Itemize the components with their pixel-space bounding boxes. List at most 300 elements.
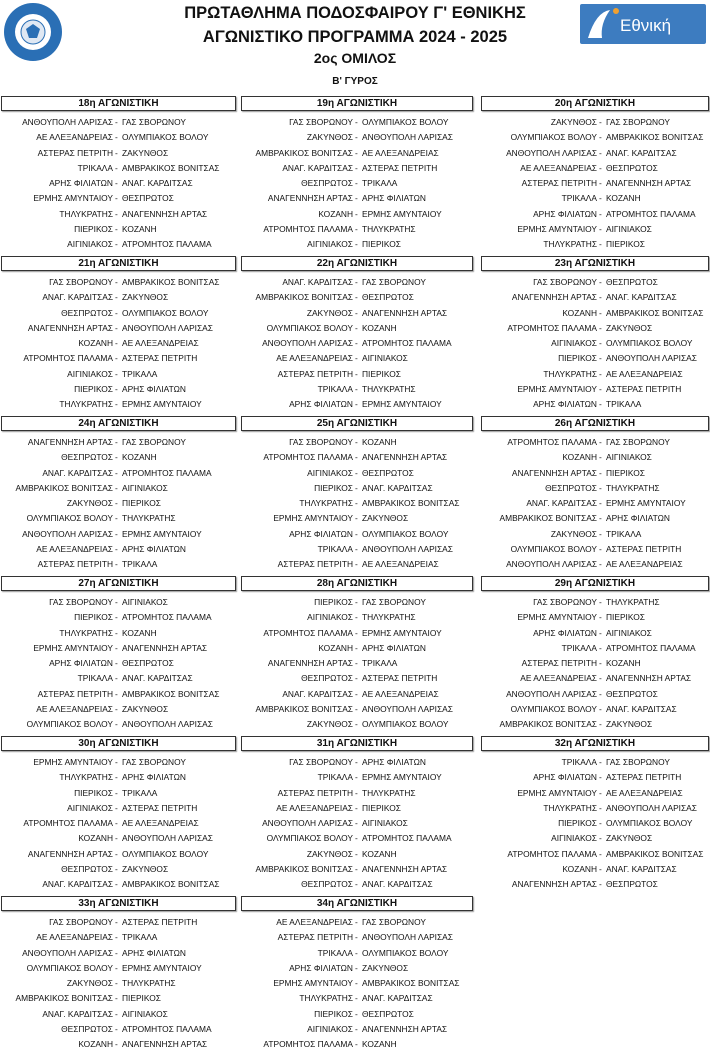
home-team: ΑΝΘΟΥΠΟΛΗ ΛΑΡΙΣΑΣ [22,117,113,127]
separator: - [115,597,118,607]
separator: - [599,864,602,875]
home-team: ΓΑΣ ΣΒΟΡΩΝΟΥ [49,917,113,927]
away-team: ΤΗΛΥΚΡΑΤΗΣ [362,384,416,395]
round-header: 29η ΑΓΩΝΙΣΤΙΚΗ [481,576,709,591]
home-team: ΑΝΘΟΥΠΟΛΗ ΛΑΡΙΣΑΣ [262,338,353,349]
home-team: ΕΡΜΗΣ ΑΜΥΝΤΑΙΟΥ [33,757,113,767]
fixture-row [481,146,709,161]
separator: - [355,719,358,730]
home-team: ΑΜΒΡΑΚΙΚΟΣ ΒΟΝΙΤΣΑΣ [255,704,353,715]
away-team: ΑΝΑΓΕΝΝΗΣΗ ΑΡΤΑΣ [122,208,208,219]
home-team: ΤΡΙΚΑΛΑ [317,544,353,555]
away-team: ΘΕΣΠΡΩΤΟΣ [122,658,174,669]
fixture-row [241,336,473,351]
home-team: ΤΡΙΚΑΛΑ [561,193,597,204]
home-team: ΘΕΣΠΡΩΤΟΣ [61,452,113,463]
away-team: ΖΑΚΥΝΘΟΣ [606,719,653,730]
fixture-row [241,450,473,465]
fixture-row [1,336,236,351]
home-team: ΕΡΜΗΣ ΑΜΥΝΤΑΙΟΥ [517,224,597,235]
home-team: ΟΛΥΜΠΙΑΚΟΣ ΒΟΛΟΥ [26,962,113,973]
home-team: ΑΜΒΡΑΚΙΚΟΣ ΒΟΝΙΤΣΑΣ [255,864,353,875]
separator: - [355,292,358,303]
fixture-row [1,191,236,206]
round-block [481,736,709,894]
away-team: ΑΝΘΟΥΠΟΛΗ ΛΑΡΙΣΑΣ [362,932,453,943]
home-team: ΑΤΡΟΜΗΤΟΣ ΠΑΛΑΜΑ [23,353,113,364]
away-team: ΑΜΒΡΑΚΙΚΟΣ ΒΟΝΙΤΣΑΣ [122,162,220,173]
away-team: ΑΝΑΓ. ΚΑΡΔΙΤΣΑΣ [606,864,677,875]
round-header: 20η ΑΓΩΝΙΣΤΙΚΗ [481,96,709,111]
logo-text: Εθνική [620,16,672,35]
away-team: ΓΑΣ ΣΒΟΡΩΝΟΥ [362,597,426,607]
fixture-row [481,207,709,222]
away-team: ΑΣΤΕΡΑΣ ΠΕΤΡΙΤΗ [606,772,682,783]
fixture-row [1,466,236,481]
away-team: ΘΕΣΠΡΩΤΟΣ [606,162,658,173]
home-team: ΑΝΑΓΕΝΝΗΣΗ ΑΡΤΑΣ [27,437,113,447]
home-team: ΘΕΣΠΡΩΤΟΣ [301,178,353,189]
separator: - [599,208,602,219]
home-team: ΤΡΙΚΑΛΑ [317,947,353,958]
round-block [241,576,473,734]
fixture-row [1,717,236,732]
fixture-row [241,915,473,930]
fixture-row [481,367,709,382]
away-team: ΓΑΣ ΣΒΟΡΩΝΟΥ [122,437,186,447]
fixture-row [1,595,236,610]
away-team: ΑΡΗΣ ΦΙΛΙΑΤΩΝ [606,513,670,524]
home-team: ΠΙΕΡΙΚΟΣ [314,482,353,493]
separator: - [355,162,358,173]
home-team: ΕΡΜΗΣ ΑΜΥΝΤΑΙΟΥ [273,513,353,524]
fixture-row [241,877,473,892]
fixture-row [241,382,473,397]
round-header: 31η ΑΓΩΝΙΣΤΙΚΗ [241,736,473,751]
fixture-row [241,702,473,717]
separator: - [355,239,358,250]
fixture-row [1,435,236,450]
separator: - [115,802,118,813]
fixture-row [241,176,473,191]
away-team: ΑΝΘΟΥΠΟΛΗ ΛΑΡΙΣΑΣ [606,802,697,813]
fixture-row [241,755,473,770]
home-team: ΕΡΜΗΣ ΑΜΥΝΤΑΙΟΥ [517,612,597,623]
separator: - [115,528,118,539]
fixture-row [481,275,709,290]
home-team: ΑΡΗΣ ΦΙΛΙΑΤΩΝ [289,962,353,973]
away-team: ΤΗΛΥΚΡΑΤΗΣ [606,597,660,607]
fixture-row [481,770,709,785]
home-team: ΑΕ ΑΛΕΞΑΝΔΡΕΙΑΣ [36,544,113,555]
fixture-row [481,382,709,397]
separator: - [115,467,118,478]
fixture-row [241,481,473,496]
separator: - [599,162,602,173]
separator: - [355,178,358,189]
separator: - [599,719,602,730]
away-team: ΕΡΜΗΣ ΑΜΥΝΤΑΙΟΥ [362,208,442,219]
fixture-row [481,557,709,572]
away-team: ΟΛΥΜΠΙΑΚΟΣ ΒΟΛΟΥ [362,719,449,730]
fixture-row [1,961,236,976]
page-title: ΠΡΩΤΑΘΛΗΜΑ ΠΟΔΟΣΦΑΙΡΟΥ Γ' ΕΘΝΙΚΗΣ [184,4,526,22]
fixture-row [241,687,473,702]
separator: - [599,239,602,250]
separator: - [599,482,602,493]
fixture-row [241,641,473,656]
home-team: ΑΕ ΑΛΕΞΑΝΔΡΕΙΑΣ [36,704,113,715]
separator: - [599,559,602,570]
separator: - [599,597,602,607]
round-header: 18η ΑΓΩΝΙΣΤΙΚΗ [1,96,236,111]
separator: - [115,917,118,927]
fixture-row [481,816,709,831]
away-team: ΠΙΕΡΙΚΟΣ [362,368,401,379]
separator: - [355,597,358,607]
away-team: ΤΡΙΚΑΛΑ [122,787,158,798]
away-team: ΕΡΜΗΣ ΑΜΥΝΤΑΙΟΥ [606,498,686,509]
separator: - [355,802,358,813]
away-team: ΚΟΖΑΝΗ [122,627,157,638]
away-team: ΑΡΗΣ ΦΙΛΙΑΤΩΝ [362,193,426,204]
separator: - [115,399,118,410]
separator: - [355,467,358,478]
away-team: ΓΑΣ ΣΒΟΡΩΝΟΥ [606,757,670,767]
separator: - [599,704,602,715]
away-team: ΟΛΥΜΠΙΑΚΟΣ ΒΟΛΟΥ [362,117,449,127]
away-team: ΑΣΤΕΡΑΣ ΠΕΤΡΙΤΗ [122,802,198,813]
away-team: ΑΕ ΑΛΕΞΑΝΔΡΕΙΑΣ [606,368,683,379]
separator: - [355,978,358,989]
home-team: ΑΕ ΑΛΕΞΑΝΔΡΕΙΑΣ [520,162,597,173]
away-team: ΑΤΡΟΜΗΤΟΣ ΠΑΛΑΜΑ [122,239,212,250]
round-header: 23η ΑΓΩΝΙΣΤΙΚΗ [481,256,709,271]
home-team: ΚΟΖΑΝΗ [562,307,597,318]
round-block [241,736,473,894]
separator: - [115,178,118,189]
away-team: ΤΗΛΥΚΡΑΤΗΣ [362,787,416,798]
home-team: ΑΣΤΕΡΑΣ ΠΕΤΡΙΤΗ [37,688,113,699]
fixture-row [1,351,236,366]
away-team: ΑΝΑΓ. ΚΑΡΔΙΤΣΑΣ [606,704,677,715]
home-team: ΤΗΛΥΚΡΑΤΗΣ [543,368,597,379]
fixture-row [1,847,236,862]
fixture-row [241,275,473,290]
separator: - [115,559,118,570]
home-team: ΑΣΤΕΡΑΣ ΠΕΤΡΙΤΗ [37,147,113,158]
separator: - [355,879,358,890]
separator: - [355,368,358,379]
away-team: ΑΤΡΟΜΗΤΟΣ ΠΑΛΑΜΑ [606,208,696,219]
separator: - [115,452,118,463]
home-team: ΓΑΣ ΣΒΟΡΩΝΟΥ [49,277,113,287]
away-team: ΕΡΜΗΣ ΑΜΥΝΤΑΙΟΥ [362,399,442,410]
away-team: ΓΑΣ ΣΒΟΡΩΝΟΥ [122,757,186,767]
away-team: ΑΙΓΙΝΙΑΚΟΣ [362,353,408,364]
away-team: ΑΤΡΟΜΗΤΟΣ ΠΑΛΑΜΑ [122,1024,212,1035]
away-team: ΑΡΗΣ ΦΙΛΙΑΤΩΝ [362,757,426,767]
separator: - [599,658,602,669]
separator: - [115,818,118,829]
fixture-row [1,1007,236,1022]
separator: - [115,437,118,447]
home-team: ΑΝΑΓΕΝΝΗΣΗ ΑΡΤΑΣ [511,879,597,890]
fixture-row [481,542,709,557]
separator: - [115,757,118,767]
fixture-row [241,290,473,305]
home-team: ΖΑΚΥΝΘΟΣ [306,307,353,318]
away-team: ΤΗΛΥΚΡΑΤΗΣ [362,612,416,623]
away-team: ΑΡΗΣ ΦΙΛΙΑΤΩΝ [122,544,186,555]
fixture-row [241,626,473,641]
away-team: ΤΡΙΚΑΛΑ [122,559,158,570]
home-team: ΕΡΜΗΣ ΑΜΥΝΤΑΙΟΥ [517,384,597,395]
home-team: ΑΙΓΙΝΙΑΚΟΣ [551,338,597,349]
home-team: ΑΝΘΟΥΠΟΛΗ ΛΑΡΙΣΑΣ [506,688,597,699]
separator: - [599,277,602,287]
home-team: ΤΗΛΥΚΡΑΤΗΣ [543,802,597,813]
home-team: ΠΙΕΡΙΚΟΣ [74,384,113,395]
fixture-row [241,130,473,145]
away-team: ΑΕ ΑΛΕΞΑΝΔΡΕΙΑΣ [362,147,439,158]
home-team: ΑΝΑΓΕΝΝΗΣΗ ΑΡΤΑΣ [511,292,597,303]
away-team: ΚΟΖΑΝΗ [362,437,397,447]
fixture-row [1,831,236,846]
fixture-row [241,466,473,481]
fixture-row [241,930,473,945]
home-team: ΑΕ ΑΛΕΞΑΝΔΡΕΙΑΣ [520,673,597,684]
home-team: ΑΝΑΓ. ΚΑΡΔΙΤΣΑΣ [282,162,353,173]
round-block [1,896,236,1054]
fixture-row [241,816,473,831]
fixture-row [481,755,709,770]
fixture-row [241,1007,473,1022]
home-team: ΑΣΤΕΡΑΣ ΠΕΤΡΙΤΗ [277,787,353,798]
home-team: ΑΣΤΕΡΑΣ ΠΕΤΡΙΤΗ [521,178,597,189]
separator: - [599,787,602,798]
away-team: ΕΡΜΗΣ ΑΜΥΝΤΑΙΟΥ [122,528,202,539]
fixture-row [1,641,236,656]
away-team: ΘΕΣΠΡΩΤΟΣ [606,277,658,287]
home-team: ΓΑΣ ΣΒΟΡΩΝΟΥ [289,117,353,127]
separator: - [355,338,358,349]
away-team: ΠΙΕΡΙΚΟΣ [362,802,401,813]
round-header: 26η ΑΓΩΝΙΣΤΙΚΗ [481,416,709,431]
separator: - [599,498,602,509]
separator: - [355,132,358,143]
home-team: ΘΕΣΠΡΩΤΟΣ [301,879,353,890]
round-header: 28η ΑΓΩΝΙΣΤΙΚΗ [241,576,473,591]
fixture-row [1,1037,236,1052]
home-team: ΑΝΑΓΕΝΝΗΣΗ ΑΡΤΑΣ [267,658,353,669]
away-team: ΘΕΣΠΡΩΤΟΣ [606,879,658,890]
fixture-row [241,847,473,862]
separator: - [355,962,358,973]
separator: - [599,673,602,684]
home-team: ΟΛΥΜΠΙΑΚΟΣ ΒΟΛΟΥ [266,833,353,844]
separator: - [115,833,118,844]
home-team: ΑΡΗΣ ΦΙΛΙΑΤΩΝ [533,399,597,410]
away-team: ΑΝΑΓΕΝΝΗΣΗ ΑΡΤΑΣ [362,864,448,875]
separator: - [599,353,602,364]
away-team: ΕΡΜΗΣ ΑΜΥΝΤΑΙΟΥ [362,627,442,638]
round-block [481,256,709,414]
away-team: ΖΑΚΥΝΘΟΣ [362,513,409,524]
away-team: ΑΣΤΕΡΑΣ ΠΕΤΡΙΤΗ [362,673,438,684]
away-team: ΚΟΖΑΝΗ [362,1039,397,1050]
fixture-row [241,961,473,976]
round-header: 25η ΑΓΩΝΙΣΤΙΚΗ [241,416,473,431]
home-team: ΑΜΒΡΑΚΙΚΟΣ ΒΟΝΙΤΣΑΣ [255,147,353,158]
fixture-row [1,702,236,717]
fixture-row [481,481,709,496]
fixture-row [241,397,473,412]
round-header: 19η ΑΓΩΝΙΣΤΙΚΗ [241,96,473,111]
separator: - [355,117,358,127]
separator: - [115,544,118,555]
separator: - [599,612,602,623]
separator: - [115,147,118,158]
separator: - [355,482,358,493]
separator: - [355,864,358,875]
fixture-row [241,237,473,252]
separator: - [355,224,358,235]
fixture-row [481,290,709,305]
fixture-row [481,527,709,542]
away-team: ΑΝΑΓΕΝΝΗΣΗ ΑΡΤΑΣ [122,1039,208,1050]
separator: - [355,208,358,219]
home-team: ΑΕ ΑΛΕΞΑΝΔΡΕΙΑΣ [276,802,353,813]
home-team: ΠΙΕΡΙΚΟΣ [314,1008,353,1019]
home-team: ΘΕΣΠΡΩΤΟΣ [61,1024,113,1035]
fixture-row [241,595,473,610]
fixture-row [481,702,709,717]
home-team: ΖΑΚΥΝΘΟΣ [306,719,353,730]
away-team: ΑΝΑΓ. ΚΑΡΔΙΤΣΑΣ [122,178,193,189]
home-team: ΤΗΛΥΚΡΑΤΗΣ [59,772,113,783]
fixture-row [481,801,709,816]
separator: - [115,338,118,349]
away-team: ΑΝΑΓ. ΚΑΡΔΙΤΣΑΣ [362,993,433,1004]
fixture-row [241,435,473,450]
fixture-row [481,862,709,877]
separator: - [355,787,358,798]
home-team: ΑΕ ΑΛΕΞΑΝΔΡΕΙΑΣ [276,353,353,364]
home-team: ΚΟΖΑΝΗ [318,642,353,653]
fixture-row [241,207,473,222]
home-team: ΑΝΑΓ. ΚΑΡΔΙΤΣΑΣ [42,879,113,890]
home-team: ΤΡΙΚΑΛΑ [561,757,597,767]
separator: - [355,384,358,395]
home-team: ΟΛΥΜΠΙΑΚΟΣ ΒΟΛΟΥ [510,704,597,715]
separator: - [355,1039,358,1050]
home-team: ΓΑΣ ΣΒΟΡΩΝΟΥ [289,757,353,767]
away-team: ΖΑΚΥΝΘΟΣ [122,864,169,875]
fixture-row [481,336,709,351]
fixture-row [1,687,236,702]
fixture-row [481,176,709,191]
home-team: ΑΜΒΡΑΚΙΚΟΣ ΒΟΝΙΤΣΑΣ [499,513,597,524]
round-header: 21η ΑΓΩΝΙΣΤΙΚΗ [1,256,236,271]
fixture-row [481,656,709,671]
fixture-row [1,542,236,557]
separator: - [599,544,602,555]
separator: - [599,224,602,235]
separator: - [599,452,602,463]
fixture-row [1,801,236,816]
separator: - [115,208,118,219]
away-team: ΑΝΑΓΕΝΝΗΣΗ ΑΡΤΑΣ [606,178,692,189]
home-team: ΑΙΓΙΝΙΑΚΟΣ [67,239,113,250]
home-team: ΚΟΖΑΝΗ [78,338,113,349]
away-team: ΑΝΘΟΥΠΟΛΗ ΛΑΡΙΣΑΣ [362,704,453,715]
fixture-row [481,306,709,321]
home-team: ΑΕ ΑΛΕΞΑΝΔΡΕΙΑΣ [276,917,353,927]
separator: - [115,239,118,250]
away-team: ΑΜΒΡΑΚΙΚΟΣ ΒΟΝΙΤΣΑΣ [362,498,460,509]
separator: - [599,322,602,333]
away-team: ΑΣΤΕΡΑΣ ΠΕΤΡΙΤΗ [362,162,438,173]
away-team: ΘΕΣΠΡΩΤΟΣ [362,1008,414,1019]
fixture-row [1,946,236,961]
separator: - [115,947,118,958]
away-team: ΓΑΣ ΣΒΟΡΩΝΟΥ [606,437,670,447]
away-team: ΑΙΓΙΝΙΑΚΟΣ [122,597,168,607]
fixture-row [241,351,473,366]
fixture-row [481,641,709,656]
round-block [241,896,473,1054]
away-team: ΑΝΑΓΕΝΝΗΣΗ ΑΡΤΑΣ [362,307,448,318]
separator: - [599,879,602,890]
fixture-row [241,222,473,237]
home-team: ΕΡΜΗΣ ΑΜΥΝΤΑΙΟΥ [517,787,597,798]
separator: - [355,353,358,364]
home-team: ΤΗΛΥΚΡΑΤΗΣ [299,498,353,509]
away-team: ΑΣΤΕΡΑΣ ΠΕΤΡΙΤΗ [122,353,198,364]
fixture-row [481,671,709,686]
separator: - [115,322,118,333]
separator: - [115,932,118,943]
away-team: ΟΛΥΜΠΙΑΚΟΣ ΒΟΛΟΥ [122,848,209,859]
away-team: ΑΙΓΙΝΙΑΚΟΣ [362,818,408,829]
separator: - [599,338,602,349]
home-team: ΓΑΣ ΣΒΟΡΩΝΟΥ [49,597,113,607]
fixture-row [481,511,709,526]
home-team: ΑΕ ΑΛΕΞΑΝΔΡΕΙΑΣ [36,132,113,143]
home-team: ΑΝΑΓ. ΚΑΡΔΙΤΣΑΣ [526,498,597,509]
separator: - [599,627,602,638]
fixture-row [1,770,236,785]
separator: - [355,833,358,844]
home-team: ΤΡΙΚΑΛΑ [561,642,597,653]
home-team: ΚΟΖΑΝΗ [562,452,597,463]
away-team: ΑΙΓΙΝΙΑΚΟΣ [606,452,652,463]
separator: - [599,772,602,783]
away-team: ΑΜΒΡΑΚΙΚΟΣ ΒΟΝΙΤΣΑΣ [606,132,704,143]
away-team: ΑΤΡΟΜΗΤΟΣ ΠΑΛΑΜΑ [362,338,452,349]
fixture-row [1,557,236,572]
away-team: ΘΕΣΠΡΩΤΟΣ [606,688,658,699]
away-team: ΓΑΣ ΣΒΟΡΩΝΟΥ [362,917,426,927]
fixture-row [241,610,473,625]
home-team: ΘΕΣΠΡΩΤΟΣ [61,864,113,875]
fixture-row [481,847,709,862]
separator: - [355,277,358,287]
separator: - [115,962,118,973]
separator: - [115,513,118,524]
separator: - [115,978,118,989]
